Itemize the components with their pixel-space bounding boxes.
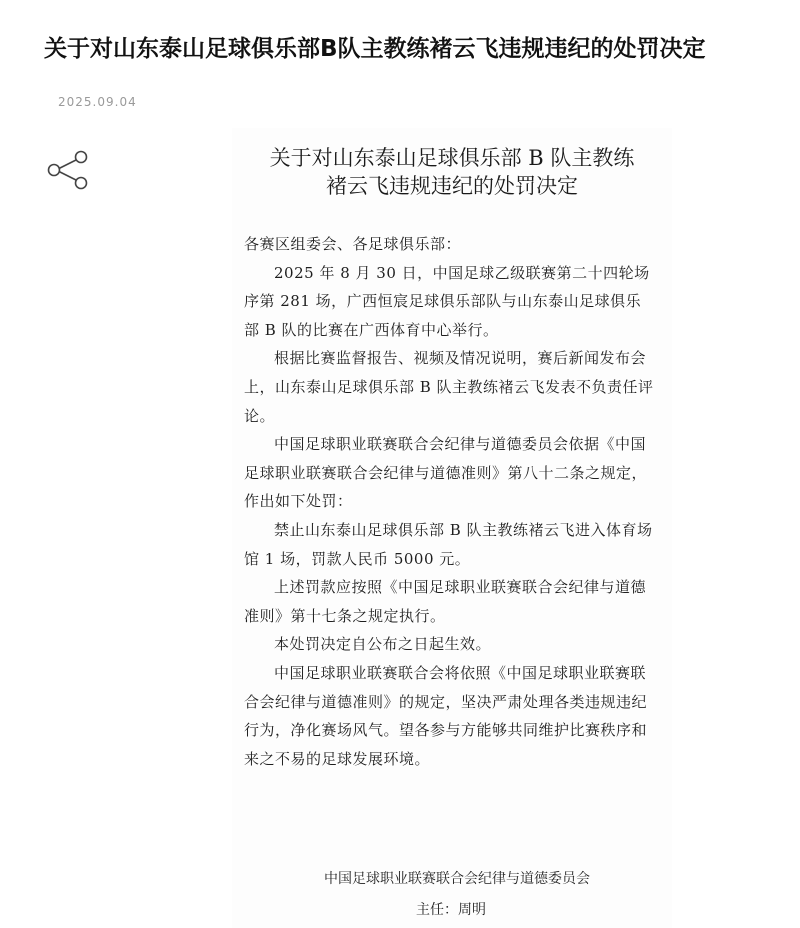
share-icon [44, 150, 92, 190]
article-date: 2025.09.04 [58, 95, 137, 109]
paragraph: 2025 年 8 月 30 日，中国足球乙级联赛第二十四轮场序第 281 场，广西恒宸足球俱乐部队与山东泰山足球俱乐部 B 队的比赛在广西体育中心举行。 [244, 263, 650, 339]
paragraph: 中国足球职业联赛联合会将依照《中国足球职业联赛联合会纪律与道德准则》的规定，坚决严肃处理各类违规违纪行为，净化赛场风气。望各参与方能够共同维护比赛秩序和来之不易的足球发展环境。 [244, 663, 648, 768]
paragraph: 本处罚决定自公布之日起生效。 [274, 635, 492, 654]
document-title-line2: 褚云飞违规违纪的处罚决定 [326, 174, 578, 198]
document-body [244, 230, 654, 773]
paragraph: 禁止山东泰山足球俱乐部 B 队主教练褚云飞进入体育场馆 1 场，罚款人民币 5000 元。 [244, 520, 653, 568]
paragraph: 上述罚款应按照《中国足球职业联赛联合会纪律与道德准则》第十七条之规定执行。 [244, 578, 647, 625]
signature: 中国足球职业联赛联合会纪律与道德委员会 [324, 871, 590, 887]
document-title [232, 144, 672, 200]
document-image [232, 128, 672, 928]
signature-line2: 主任：周明 [416, 902, 486, 918]
salutation: 各赛区组委会、各足球俱乐部： [244, 235, 462, 253]
paragraph: 中国足球职业联赛联合会纪律与道德委员会依据《中国足球职业联赛联合会纪律与道德准则》第八十二条之规定，作出如下处罚： [244, 435, 648, 511]
document-title-line1: 关于对山东泰山足球俱乐部 B 队主教练 [269, 146, 635, 170]
share-button[interactable] [44, 150, 92, 190]
article-title: 关于对山东泰山足球俱乐部B队主教练褚云飞违规违纪的处罚决定 [44, 36, 706, 62]
paragraph: 根据比赛监督报告、视频及情况说明，赛后新闻发布会上，山东泰山足球俱乐部 B 队主教练褚云飞发表不负责任评论。 [244, 349, 654, 425]
